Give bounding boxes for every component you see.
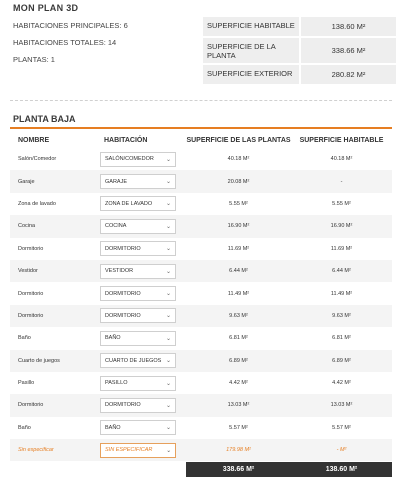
room-type-cell (100, 219, 186, 234)
totals-bar (186, 462, 392, 477)
room-type-cell (100, 152, 186, 167)
summary-label: SUPERFICIE HABITABLE (203, 17, 299, 36)
room-type-select[interactable] (100, 331, 176, 346)
living-area-value: - M² (336, 447, 347, 454)
floor-area-value: 6.44 M² (229, 268, 248, 275)
room-type-cell (100, 443, 186, 458)
room-name: Baño (18, 424, 31, 431)
summary-row-floor-area (203, 38, 396, 63)
chevron-down-icon: ⌄ (165, 358, 171, 365)
floor-area-value: 40.18 M² (227, 156, 250, 163)
floor-area-value: 5.55 M² (229, 200, 248, 207)
room-type-cell (100, 376, 186, 391)
room-type-select[interactable] (100, 353, 176, 368)
table-row (10, 417, 392, 439)
room-name: Dormitorio (18, 312, 44, 319)
column-header-floor-area: SUPERFICIE DE LAS PLANTAS (186, 136, 291, 144)
room-type-cell (100, 174, 186, 189)
total-floor-area: 338.66 M² (222, 466, 255, 473)
table-row (10, 215, 392, 237)
room-type-value: CUARTO DE JUEGOS (105, 357, 162, 364)
table-row (10, 327, 392, 349)
table-row (10, 260, 392, 282)
floor-area-value: 16.90 M² (227, 223, 250, 230)
room-type-value: SALÓN/COMEDOR (105, 156, 154, 163)
living-area-value: 40.18 M² (330, 156, 353, 163)
table-row (10, 193, 392, 215)
living-area-value: 9.63 M² (332, 312, 351, 319)
room-type-select[interactable] (100, 196, 176, 211)
chevron-down-icon: ⌄ (165, 156, 171, 163)
room-type-value: DORMITORIO (105, 312, 141, 319)
room-type-value: VESTIDOR (105, 268, 134, 275)
room-type-select[interactable] (100, 174, 176, 189)
living-area-value: 11.49 M² (330, 290, 353, 297)
room-type-select[interactable] (100, 443, 176, 458)
summary-label: SUPERFICIE DE LA PLANTA (203, 38, 299, 63)
chevron-down-icon: ⌄ (165, 268, 171, 275)
table-row (10, 148, 392, 170)
room-type-select[interactable] (100, 264, 176, 279)
room-type-cell (100, 286, 186, 301)
room-type-cell (100, 196, 186, 211)
total-living-area: 138.60 M² (325, 466, 358, 473)
floor-area-value: 13.03 M² (227, 402, 250, 409)
table-row (10, 350, 392, 372)
room-name: Cuarto de juegos (18, 357, 60, 364)
floor-area-value: 11.49 M² (227, 290, 250, 297)
table-row (10, 282, 392, 304)
room-type-value: DORMITORIO (105, 245, 141, 252)
table-row (10, 170, 392, 192)
summary-counts (13, 22, 198, 73)
section-divider (10, 100, 392, 101)
chevron-down-icon: ⌄ (165, 380, 171, 387)
room-name: Dormitorio (18, 245, 44, 252)
room-type-select[interactable] (100, 219, 176, 234)
chevron-down-icon: ⌄ (165, 291, 171, 298)
room-type-cell (100, 308, 186, 323)
column-header-room: HABITACIÓN (104, 136, 148, 144)
room-type-cell (100, 331, 186, 346)
page-title: MON PLAN 3D (13, 3, 79, 13)
room-name: Sin especificar (18, 447, 54, 454)
living-area-value: 4.42 M² (332, 380, 351, 387)
room-name: Zona de lavado (18, 200, 56, 207)
table-row (10, 372, 392, 394)
summary-row-exterior-area (203, 65, 396, 84)
table-row (10, 305, 392, 327)
living-area-value: 11.69 M² (330, 245, 353, 252)
chevron-down-icon: ⌄ (165, 223, 171, 230)
column-header-name: NOMBRE (18, 136, 50, 144)
summary-value: 280.82 M² (301, 65, 396, 84)
room-name: Dormitorio (18, 290, 44, 297)
room-type-value: SIN ESPECIFICAR (105, 447, 153, 454)
room-type-cell (100, 241, 186, 256)
table-row (10, 238, 392, 260)
room-type-cell (100, 398, 186, 413)
room-type-value: ZONA DE LAVADO (105, 200, 153, 207)
floor-area-value: 6.81 M² (229, 335, 248, 342)
room-type-cell (100, 264, 186, 279)
room-type-select[interactable] (100, 241, 176, 256)
room-name: Pasillo (18, 380, 35, 387)
chevron-down-icon: ⌄ (165, 246, 171, 253)
floor-area-value: 5.57 M² (229, 424, 248, 431)
floor-area-value: 179.98 M² (226, 447, 251, 454)
chevron-down-icon: ⌄ (165, 335, 171, 342)
room-type-value: BAÑO (105, 424, 121, 431)
floor-area-value: 20.08 M² (227, 178, 250, 185)
chevron-down-icon: ⌄ (165, 447, 171, 454)
room-type-value: DORMITORIO (105, 290, 141, 297)
living-area-value: 16.90 M² (330, 223, 353, 230)
room-type-cell (100, 420, 186, 435)
room-type-value: COCINA (105, 223, 127, 230)
room-type-select[interactable] (100, 398, 176, 413)
floor-title: PLANTA BAJA (13, 114, 76, 124)
floor-area-value: 9.63 M² (229, 312, 248, 319)
room-type-value: PASILLO (105, 380, 128, 387)
floors-count: PLANTAS: 1 (13, 55, 55, 64)
summary-label: SUPERFICIE EXTERIOR (203, 65, 299, 84)
summary-value: 338.66 M² (301, 38, 396, 63)
table-header (10, 131, 392, 149)
total-rooms-count: HABITACIONES TOTALES: 14 (13, 38, 117, 47)
room-type-select[interactable] (100, 420, 176, 435)
chevron-down-icon: ⌄ (165, 402, 171, 409)
room-type-cell (100, 353, 186, 368)
summary-row-living-area (203, 17, 396, 36)
table-row (10, 394, 392, 416)
floor-area-value: 6.89 M² (229, 357, 248, 364)
living-area-value: 13.03 M² (330, 402, 353, 409)
living-area-value: - (340, 178, 343, 185)
room-name: Cocina (18, 223, 36, 230)
living-area-value: 6.44 M² (332, 268, 351, 275)
room-type-select[interactable] (100, 152, 176, 167)
room-type-value: GARAJE (105, 178, 128, 185)
room-name: Vestidor (18, 268, 38, 275)
room-name: Garaje (18, 178, 35, 185)
floor-area-value: 4.42 M² (229, 380, 248, 387)
room-name: Dormitorio (18, 402, 44, 409)
living-area-value: 5.57 M² (332, 424, 351, 431)
room-type-select[interactable] (100, 376, 176, 391)
room-name: Salón/Comedor (18, 156, 57, 163)
chevron-down-icon: ⌄ (165, 201, 171, 208)
rooms-table-body (10, 148, 392, 461)
chevron-down-icon: ⌄ (165, 313, 171, 320)
living-area-value: 5.55 M² (332, 200, 351, 207)
chevron-down-icon: ⌄ (165, 425, 171, 432)
floor-area-value: 11.69 M² (227, 245, 250, 252)
column-header-living-area: SUPERFICIE HABITABLE (299, 136, 384, 144)
room-type-value: DORMITORIO (105, 402, 141, 409)
floor-title-underline (10, 127, 392, 129)
chevron-down-icon: ⌄ (165, 179, 171, 186)
room-type-select[interactable] (100, 308, 176, 323)
living-area-value: 6.89 M² (332, 357, 351, 364)
principal-rooms-count: HABITACIONES PRINCIPALES: 6 (13, 21, 128, 30)
living-area-value: 6.81 M² (332, 335, 351, 342)
room-name: Baño (18, 335, 31, 342)
room-type-select[interactable] (100, 286, 176, 301)
table-row (10, 439, 392, 461)
room-type-value: BAÑO (105, 335, 121, 342)
surface-summary-table (203, 17, 396, 86)
summary-value: 138.60 M² (301, 17, 396, 36)
